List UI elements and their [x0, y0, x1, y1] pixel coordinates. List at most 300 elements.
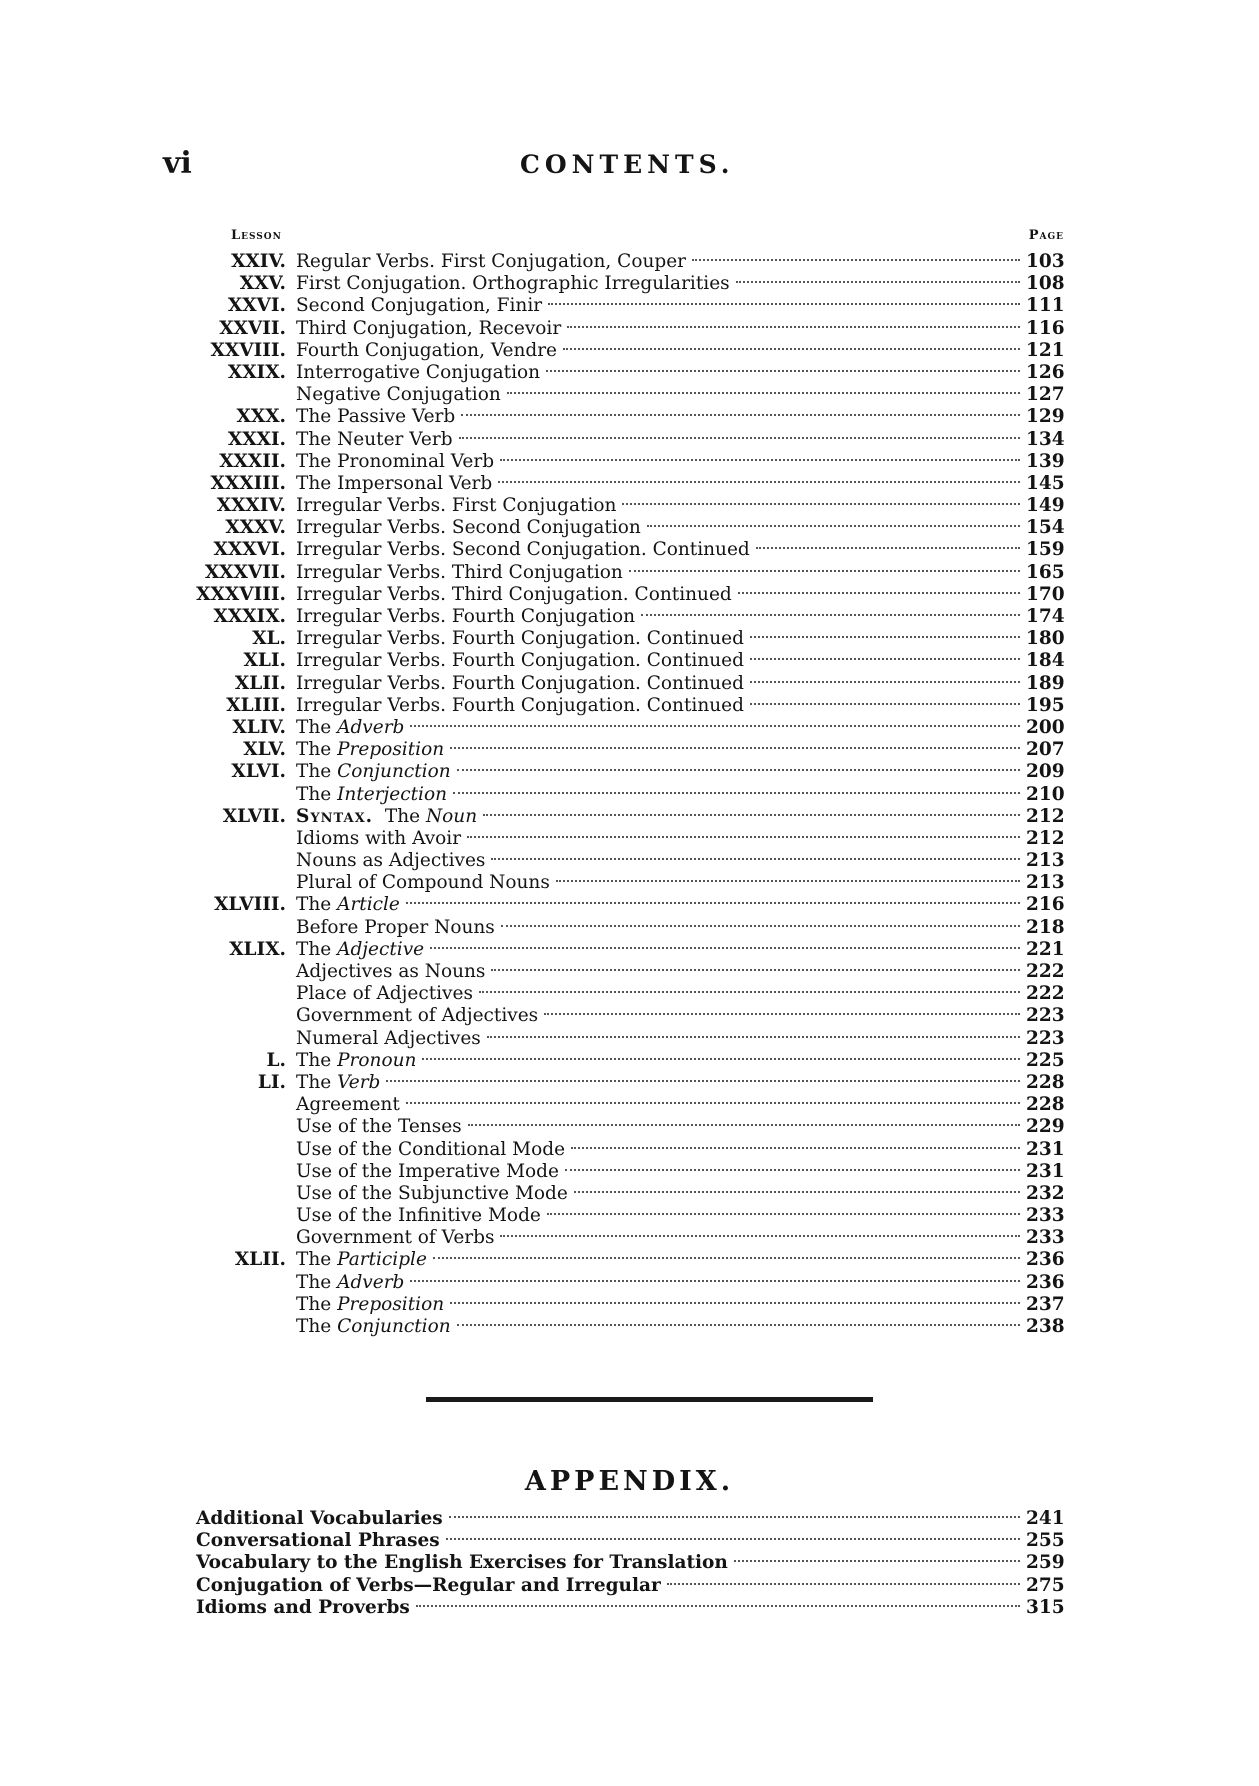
appendix-row	[196, 1597, 1064, 1619]
entry-title-text: Irregular Verbs. First Conjugation	[296, 495, 617, 517]
lesson-number: XLI.	[243, 650, 286, 672]
appendix-row	[196, 1552, 1064, 1574]
toc-row	[140, 495, 1064, 517]
appendix-entry-title: Conjugation of Verbs—Regular and Irregular	[196, 1574, 661, 1596]
toc-row	[140, 473, 1064, 495]
dot-leader	[750, 636, 1020, 638]
page-ref: 134	[1026, 428, 1065, 450]
entry-title	[296, 1161, 559, 1183]
entry-title	[296, 1205, 541, 1227]
toc-row	[140, 1294, 1064, 1316]
toc-list	[140, 251, 1064, 1338]
entry-title-italic: Verb	[337, 1071, 381, 1093]
entry-title-italic: Adjective	[337, 938, 425, 960]
dot-leader	[386, 1080, 1020, 1082]
entry-title-text: The Neuter Verb	[296, 428, 453, 450]
toc-row	[140, 894, 1064, 916]
dot-leader	[446, 1538, 1020, 1540]
toc-row	[140, 695, 1064, 717]
toc-row	[140, 1227, 1064, 1249]
page-ref: 222	[1026, 961, 1065, 982]
entry-title	[296, 495, 616, 517]
page-ref: 165	[1026, 561, 1065, 583]
lesson-number: XL.	[252, 628, 286, 650]
entry-title	[296, 650, 744, 672]
toc-row	[140, 1316, 1064, 1338]
lesson-number: XLII.	[234, 1249, 286, 1271]
toc-row	[140, 406, 1064, 428]
toc-row	[140, 806, 1064, 828]
dot-leader	[736, 281, 1020, 283]
lesson-number: XLII.	[234, 672, 286, 694]
dot-leader	[563, 348, 1020, 350]
entry-title	[296, 850, 485, 872]
lesson-number: XXVIII.	[210, 339, 286, 361]
lesson-number: LI.	[257, 1071, 286, 1093]
lesson-number: XXIV.	[231, 251, 286, 272]
entry-title	[296, 784, 447, 806]
dot-leader	[449, 1516, 1020, 1518]
page-ref: 103	[1026, 251, 1065, 272]
lesson-number: XLVI.	[231, 761, 286, 783]
lesson-number: XLVIII.	[214, 894, 286, 916]
entry-title-text: The	[296, 1049, 332, 1071]
entry-title-text: The	[296, 1316, 332, 1337]
page-ref: 218	[1026, 916, 1065, 938]
entry-title-text: Use of the Imperative Mode	[296, 1160, 559, 1182]
appendix-row	[196, 1575, 1064, 1597]
entry-title	[296, 429, 453, 451]
entry-title-italic: Adverb	[337, 716, 405, 738]
page-ref: 145	[1026, 472, 1065, 494]
dot-leader	[457, 1324, 1020, 1326]
entry-title	[296, 1072, 380, 1094]
page-ref: 184	[1026, 650, 1065, 672]
page-ref: 229	[1026, 1116, 1065, 1138]
dot-leader	[410, 1280, 1020, 1282]
page-ref: 241	[1026, 1508, 1065, 1529]
dot-leader	[692, 259, 1020, 261]
page-ref: 121	[1026, 339, 1065, 361]
entry-title-italic: Conjunction	[337, 1316, 451, 1337]
lesson-number: XLVII.	[222, 805, 286, 827]
entry-title	[296, 517, 641, 539]
appendix-row	[196, 1508, 1064, 1530]
entry-title-italic: Article	[337, 894, 400, 916]
page-ref: 212	[1026, 805, 1065, 827]
entry-title	[296, 939, 424, 961]
page-ref: 207	[1026, 739, 1065, 761]
entry-title-text: Government of Verbs	[296, 1227, 495, 1249]
entry-title-text: Interrogative Conjugation	[296, 361, 541, 383]
entry-title-text: The	[296, 1249, 332, 1271]
toc-row	[140, 628, 1064, 650]
appendix-entry-title: Vocabulary to the English Exercises for Translation	[196, 1552, 728, 1574]
entry-title	[296, 1316, 451, 1338]
toc-row	[140, 850, 1064, 872]
lesson-number: XLIII.	[226, 694, 286, 716]
entry-title-italic: Preposition	[337, 1293, 445, 1315]
entry-title-text: Use of the Conditional Mode	[296, 1138, 566, 1160]
page-ref: 116	[1026, 317, 1065, 339]
dot-leader	[467, 836, 1020, 838]
entry-title	[296, 1050, 416, 1072]
entry-title-text: The	[296, 761, 332, 783]
entry-title-text: The	[296, 716, 332, 738]
entry-title-text: First Conjugation. Orthographic Irregularities	[296, 273, 730, 295]
page-ref: 222	[1026, 983, 1065, 1005]
toc-row	[140, 961, 1064, 983]
entry-title-text: Irregular Verbs. Second Conjugation	[296, 517, 641, 539]
toc-row	[140, 1028, 1064, 1050]
entry-title	[296, 1116, 462, 1138]
dot-leader	[491, 858, 1020, 860]
entry-title	[296, 1249, 427, 1271]
lesson-number: XXXVII.	[204, 561, 286, 583]
toc-row	[140, 917, 1064, 939]
appendix-row	[196, 1530, 1064, 1552]
page-ref: 233	[1026, 1205, 1065, 1227]
entry-title-text: The Pronominal Verb	[296, 450, 495, 472]
page-ref: 275	[1026, 1574, 1065, 1596]
page-ref: 223	[1026, 1005, 1065, 1027]
toc-row	[140, 273, 1064, 295]
appendix-title: APPENDIX.	[524, 1466, 735, 1497]
toc-row	[140, 562, 1064, 584]
entry-title	[296, 739, 444, 761]
entry-title	[296, 473, 492, 495]
dot-leader	[433, 1257, 1020, 1259]
toc-row	[140, 384, 1064, 406]
toc-row	[140, 429, 1064, 451]
page-ref: 212	[1026, 827, 1065, 849]
dot-leader	[738, 592, 1020, 594]
entry-title-text: The Impersonal Verb	[296, 472, 493, 494]
dot-leader	[756, 547, 1020, 549]
dot-leader	[667, 1583, 1020, 1585]
entry-title	[296, 917, 495, 939]
toc-row	[140, 828, 1064, 850]
dot-leader	[450, 747, 1020, 749]
toc-row	[140, 1005, 1064, 1027]
dot-leader	[750, 681, 1020, 683]
entry-title	[296, 828, 461, 850]
lesson-number: XXXV.	[225, 517, 286, 539]
entry-title-text: Regular Verbs. First Conjugation, Couper	[296, 251, 686, 272]
page-ref: 216	[1026, 894, 1065, 916]
page-ref: 127	[1026, 384, 1065, 406]
entry-title-text: Adjectives as Nouns	[296, 961, 486, 982]
toc-row	[140, 761, 1064, 783]
entry-title-text: Irregular Verbs. Fourth Conjugation. Continued	[296, 628, 744, 650]
page-ref: 232	[1026, 1182, 1065, 1204]
entry-title	[296, 894, 400, 916]
lesson-number: XXXIII.	[210, 472, 286, 494]
entry-title-text: The	[296, 1071, 332, 1093]
page-ref: 236	[1026, 1271, 1065, 1293]
dot-leader	[567, 326, 1020, 328]
toc-row	[140, 451, 1064, 473]
toc-row	[140, 1183, 1064, 1205]
entry-title-text: Before Proper Nouns	[296, 916, 495, 938]
toc-row	[140, 1072, 1064, 1094]
entry-title-text: Fourth Conjugation, Vendre	[296, 339, 558, 361]
dot-leader	[622, 503, 1020, 505]
page-ref: 210	[1026, 783, 1065, 805]
dot-leader	[422, 1058, 1020, 1060]
page-ref: 209	[1026, 761, 1065, 783]
lesson-number: XXXIV.	[216, 495, 286, 517]
entry-title	[296, 872, 550, 894]
page-ref: 200	[1026, 716, 1065, 738]
toc-row	[140, 673, 1064, 695]
entry-title-text: Irregular Verbs. Fourth Conjugation. Continued	[296, 672, 744, 694]
toc-row	[140, 539, 1064, 561]
page-ref: 236	[1026, 1249, 1065, 1271]
page-ref: 174	[1026, 606, 1065, 627]
entry-title	[296, 983, 473, 1005]
page-ref: 231	[1026, 1138, 1065, 1160]
entry-title	[296, 451, 494, 473]
entry-title	[296, 806, 477, 828]
dot-leader	[461, 414, 1020, 416]
page-ref: 228	[1026, 1094, 1065, 1116]
dot-leader	[629, 570, 1020, 572]
toc-row	[140, 362, 1064, 384]
dot-leader	[641, 614, 1020, 616]
toc-row	[140, 1205, 1064, 1227]
toc-row	[140, 318, 1064, 340]
entry-title-text: Third Conjugation, Recevoir	[296, 317, 562, 339]
entry-title-text: Plural of Compound Nouns	[296, 872, 550, 894]
entry-title-italic: Interjection	[337, 783, 447, 805]
entry-title	[296, 1272, 404, 1294]
entry-title	[296, 1139, 565, 1161]
dot-leader	[450, 1302, 1020, 1304]
toc-row	[140, 251, 1064, 273]
lesson-number: XLV.	[243, 739, 286, 761]
dot-leader	[750, 703, 1020, 705]
toc-row	[140, 1249, 1064, 1271]
toc-row	[140, 517, 1064, 539]
dot-leader	[498, 481, 1020, 483]
page-ref: 231	[1026, 1160, 1065, 1182]
dot-leader	[406, 902, 1020, 904]
dot-leader	[544, 1013, 1020, 1015]
dot-leader	[500, 1235, 1020, 1237]
page-ref: 221	[1026, 938, 1065, 960]
entry-title-italic: Adverb	[337, 1271, 405, 1293]
dot-leader	[556, 880, 1020, 882]
lesson-number: XXXI.	[227, 428, 286, 450]
page-ref: 126	[1026, 361, 1065, 383]
entry-title	[296, 584, 732, 606]
toc-row	[140, 1272, 1064, 1294]
entry-title	[296, 1094, 400, 1116]
dot-leader	[459, 437, 1020, 439]
page-ref: 180	[1026, 628, 1065, 650]
dot-leader	[548, 303, 1020, 305]
toc-row	[140, 1139, 1064, 1161]
page-ref: 228	[1026, 1071, 1065, 1093]
page-ref: 315	[1026, 1596, 1065, 1618]
entry-title	[296, 717, 404, 739]
dot-leader	[574, 1191, 1020, 1193]
lesson-number: XXV.	[239, 273, 286, 295]
entry-title-italic: Preposition	[337, 739, 445, 761]
page-ref: 154	[1026, 517, 1065, 539]
entry-title	[296, 628, 744, 650]
dot-leader	[571, 1147, 1020, 1149]
entry-title-text: The	[296, 1271, 332, 1293]
entry-title-text: Idioms with Avoir	[296, 827, 462, 849]
lesson-number: XXXIX.	[213, 606, 286, 627]
entry-title-text: Numeral Adjectives	[296, 1027, 481, 1049]
toc-row	[140, 1116, 1064, 1138]
entry-title	[296, 384, 501, 406]
page-ref: 259	[1026, 1552, 1065, 1574]
entry-title	[296, 340, 557, 362]
dot-leader	[507, 392, 1020, 394]
page-ref: 225	[1026, 1049, 1065, 1071]
lesson-number: XXXVI.	[213, 539, 286, 561]
lesson-number: XXIX.	[227, 361, 286, 383]
entry-title-italic: Pronoun	[337, 1049, 417, 1071]
toc-row	[140, 784, 1064, 806]
entry-title-text: The	[296, 938, 332, 960]
page-ref: 195	[1026, 694, 1065, 716]
entry-title-text: The	[384, 805, 421, 827]
entry-title-text: Irregular Verbs. Second Conjugation. Continued	[296, 539, 750, 561]
page-ref: 213	[1026, 872, 1065, 894]
entry-title-text: Place of Adjectives	[296, 983, 473, 1005]
entry-title-italic: Participle	[337, 1249, 427, 1271]
page-ref: 170	[1026, 583, 1065, 605]
toc-row	[140, 1050, 1064, 1072]
dot-leader	[430, 947, 1020, 949]
appendix-list	[196, 1508, 1064, 1619]
page-ref: 223	[1026, 1027, 1065, 1049]
dot-leader	[647, 525, 1020, 527]
dot-leader	[565, 1169, 1020, 1171]
lesson-number: XXVII.	[219, 317, 286, 339]
entry-title-text: Irregular Verbs. Fourth Conjugation	[296, 606, 636, 627]
entry-title-text: Use of the Tenses	[296, 1116, 462, 1138]
toc-row	[140, 739, 1064, 761]
toc-row	[140, 1161, 1064, 1183]
entry-title-text: Irregular Verbs. Third Conjugation	[296, 561, 623, 583]
entry-title	[296, 1005, 538, 1027]
lesson-number: XXX.	[236, 406, 286, 428]
entry-title	[296, 1028, 481, 1050]
toc-row	[140, 650, 1064, 672]
entry-title-text: The Passive Verb	[296, 406, 456, 428]
dot-leader	[410, 725, 1020, 727]
appendix-entry-title: Idioms and Proverbs	[196, 1596, 410, 1618]
page-ref: 233	[1026, 1227, 1065, 1249]
page-ref: 237	[1026, 1293, 1065, 1315]
entry-title	[296, 295, 542, 317]
lesson-number: XXXVIII.	[196, 583, 286, 605]
entry-title-text: The	[296, 894, 332, 916]
entry-title	[296, 318, 561, 340]
toc-row	[140, 983, 1064, 1005]
toc-row	[140, 340, 1064, 362]
page-ref: 159	[1026, 539, 1065, 561]
entry-title	[296, 406, 455, 428]
dot-leader	[416, 1605, 1020, 1607]
dot-leader	[487, 1036, 1020, 1038]
dot-leader	[546, 370, 1020, 372]
toc-row	[140, 1094, 1064, 1116]
page-title: CONTENTS.	[520, 150, 735, 179]
page-ref: 111	[1026, 295, 1065, 317]
entry-title	[296, 251, 686, 273]
entry-title-text: Use of the Subjunctive Mode	[296, 1182, 568, 1204]
appendix-entry-title: Additional Vocabularies	[196, 1508, 443, 1529]
entry-title-italic: Conjunction	[337, 761, 451, 783]
dot-leader	[457, 769, 1020, 771]
entry-title	[296, 673, 744, 695]
entry-title	[296, 695, 744, 717]
appendix-entry-title: Conversational Phrases	[196, 1530, 440, 1552]
entry-title-italic: Noun	[425, 805, 478, 827]
page-number: vi	[163, 146, 192, 181]
dot-leader	[468, 1124, 1020, 1126]
page-ref: 139	[1026, 450, 1065, 472]
entry-title	[296, 1294, 444, 1316]
dot-leader	[491, 969, 1020, 971]
entry-title	[296, 961, 485, 983]
lesson-column-heading: Lesson	[231, 228, 282, 243]
entry-title	[296, 273, 730, 295]
lesson-number: XXXII.	[219, 450, 286, 472]
dot-leader	[734, 1560, 1020, 1562]
entry-title	[296, 562, 623, 584]
lesson-number: XLIV.	[232, 716, 286, 738]
entry-title-text: Government of Adjectives	[296, 1005, 539, 1027]
dot-leader	[453, 792, 1020, 794]
page-ref: 238	[1026, 1316, 1065, 1337]
toc-row	[140, 872, 1064, 894]
entry-title-text: The	[296, 1293, 332, 1315]
entry-title	[296, 1227, 494, 1249]
entry-title	[296, 606, 635, 628]
entry-title	[296, 362, 540, 384]
dot-leader	[501, 925, 1020, 927]
dot-leader	[500, 459, 1020, 461]
page-ref: 129	[1026, 406, 1065, 428]
toc-row	[140, 295, 1064, 317]
lesson-number: XLIX.	[229, 938, 286, 960]
page-ref: 213	[1026, 850, 1065, 872]
entry-title	[296, 539, 750, 561]
entry-title-text: Negative Conjugation	[296, 384, 501, 406]
entry-title-text: Use of the Infinitive Mode	[296, 1205, 541, 1227]
section-label: Syntax.	[296, 805, 374, 827]
entry-title-text: Irregular Verbs. Fourth Conjugation. Continued	[296, 650, 744, 672]
toc-row	[140, 717, 1064, 739]
toc-row	[140, 584, 1064, 606]
toc-row	[140, 606, 1064, 628]
page-ref: 189	[1026, 672, 1065, 694]
entry-title-text: Nouns as Adjectives	[296, 850, 486, 872]
lesson-number: XXVI.	[227, 295, 286, 317]
entry-title-text: Second Conjugation, Finir	[296, 295, 543, 317]
entry-title-text: Irregular Verbs. Third Conjugation. Continued	[296, 583, 732, 605]
entry-title-text: The	[296, 783, 332, 805]
dot-leader	[406, 1102, 1020, 1104]
